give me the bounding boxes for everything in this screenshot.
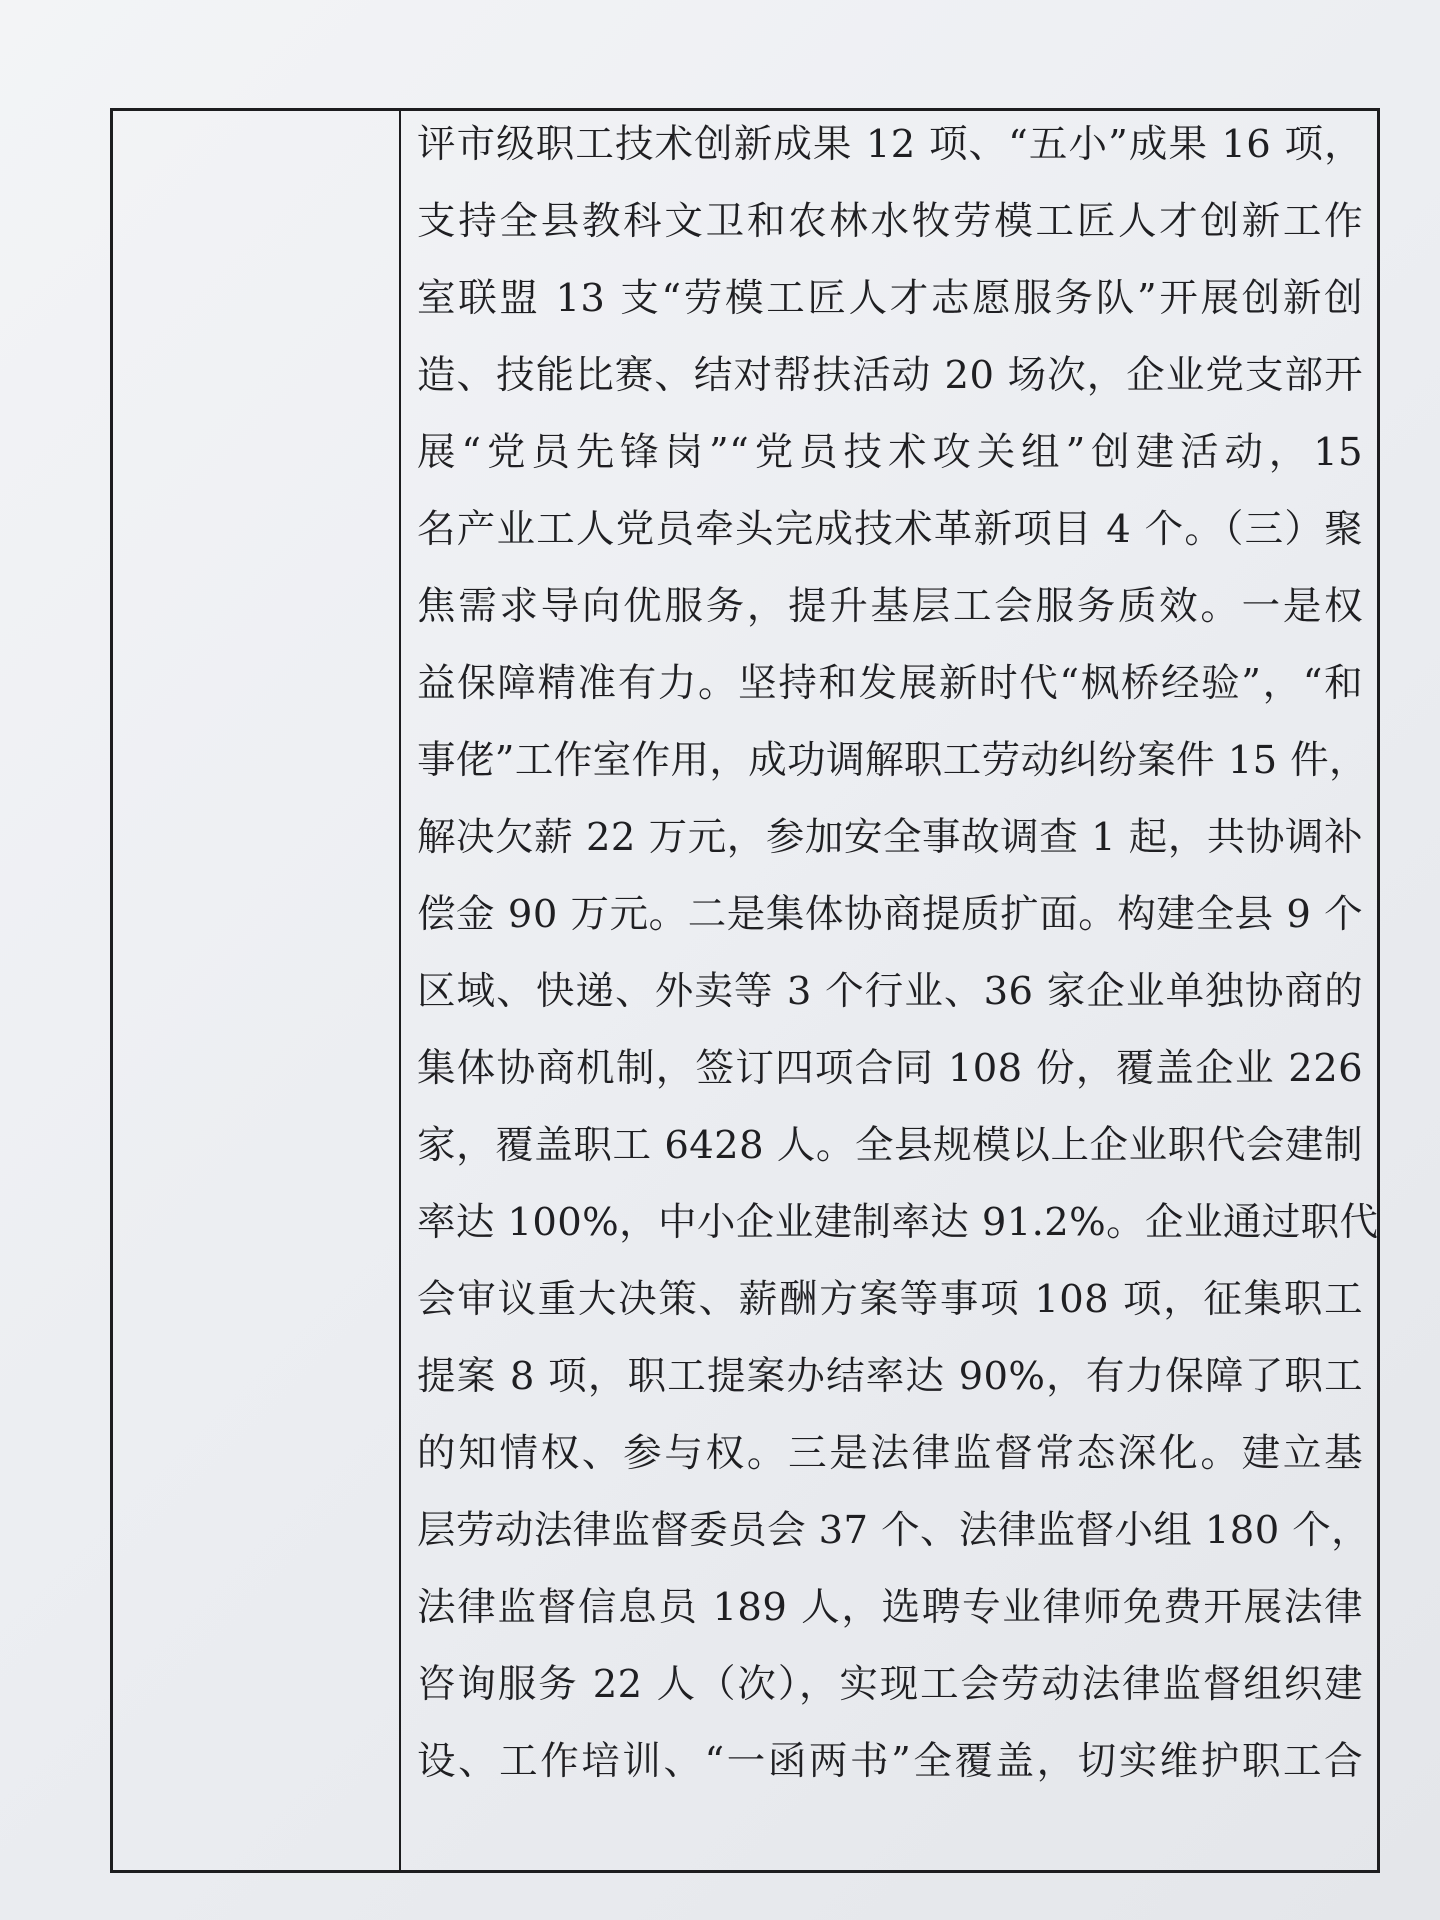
text-line: 事佬”工作室作用，成功调解职工劳动纠纷案件 15 件， <box>417 738 1368 783</box>
text-line: 益保障精准有力。坚持和发展新时代“枫桥经验”，“和 <box>417 661 1363 706</box>
text-line: 评市级职工技术创新成果 12 项、“五小”成果 16 项， <box>417 122 1363 167</box>
text-line: 解决欠薪 22 万元，参加安全事故调查 1 起，共协调补 <box>417 815 1363 860</box>
text-line: 偿金 90 万元。二是集体协商提质扩面。构建全县 9 个 <box>417 892 1363 937</box>
text-line: 咨询服务 22 人（次），实现工会劳动法律监督组织建 <box>417 1662 1363 1707</box>
text-line: 会审议重大决策、薪酬方案等事项 108 项，征集职工 <box>417 1277 1363 1322</box>
text-line: 支持全县教科文卫和农林水牧劳模工匠人才创新工作 <box>417 199 1363 244</box>
text-line: 率达 100%，中小企业建制率达 91.2%。企业通过职代 <box>417 1200 1379 1245</box>
text-line: 提案 8 项，职工提案办结率达 90%，有力保障了职工 <box>417 1354 1363 1399</box>
text-line: 集体协商机制，签订四项合同 108 份，覆盖企业 226 <box>417 1046 1363 1091</box>
text-line: 名产业工人党员牵头完成技术革新项目 4 个。（三）聚 <box>417 507 1363 552</box>
text-line: 焦需求导向优服务，提升基层工会服务质效。一是权 <box>417 584 1363 629</box>
text-line: 区域、快递、外卖等 3 个行业、36 家企业单独协商的 <box>417 969 1363 1014</box>
text-line: 设、工作培训、“一函两书”全覆盖，切实维护职工合 <box>417 1739 1363 1784</box>
text-line: 层劳动法律监督委员会 37 个、法律监督小组 180 个， <box>417 1508 1371 1553</box>
document-table <box>110 108 1380 1873</box>
text-line: 室联盟 13 支“劳模工匠人才志愿服务队”开展创新创 <box>417 276 1363 321</box>
text-line: 法律监督信息员 189 人，选聘专业律师免费开展法律 <box>417 1585 1363 1630</box>
text-line: 家，覆盖职工 6428 人。全县规模以上企业职代会建制 <box>417 1123 1363 1168</box>
text-line: 的知情权、参与权。三是法律监督常态深化。建立基 <box>417 1431 1363 1476</box>
text-line: 造、技能比赛、结对帮扶活动 20 场次，企业党支部开 <box>417 353 1363 398</box>
text-line: 展“党员先锋岗”“党员技术攻关组”创建活动，15 <box>417 430 1363 475</box>
table-left-column <box>113 111 401 1870</box>
table-content-column <box>403 111 1383 1870</box>
